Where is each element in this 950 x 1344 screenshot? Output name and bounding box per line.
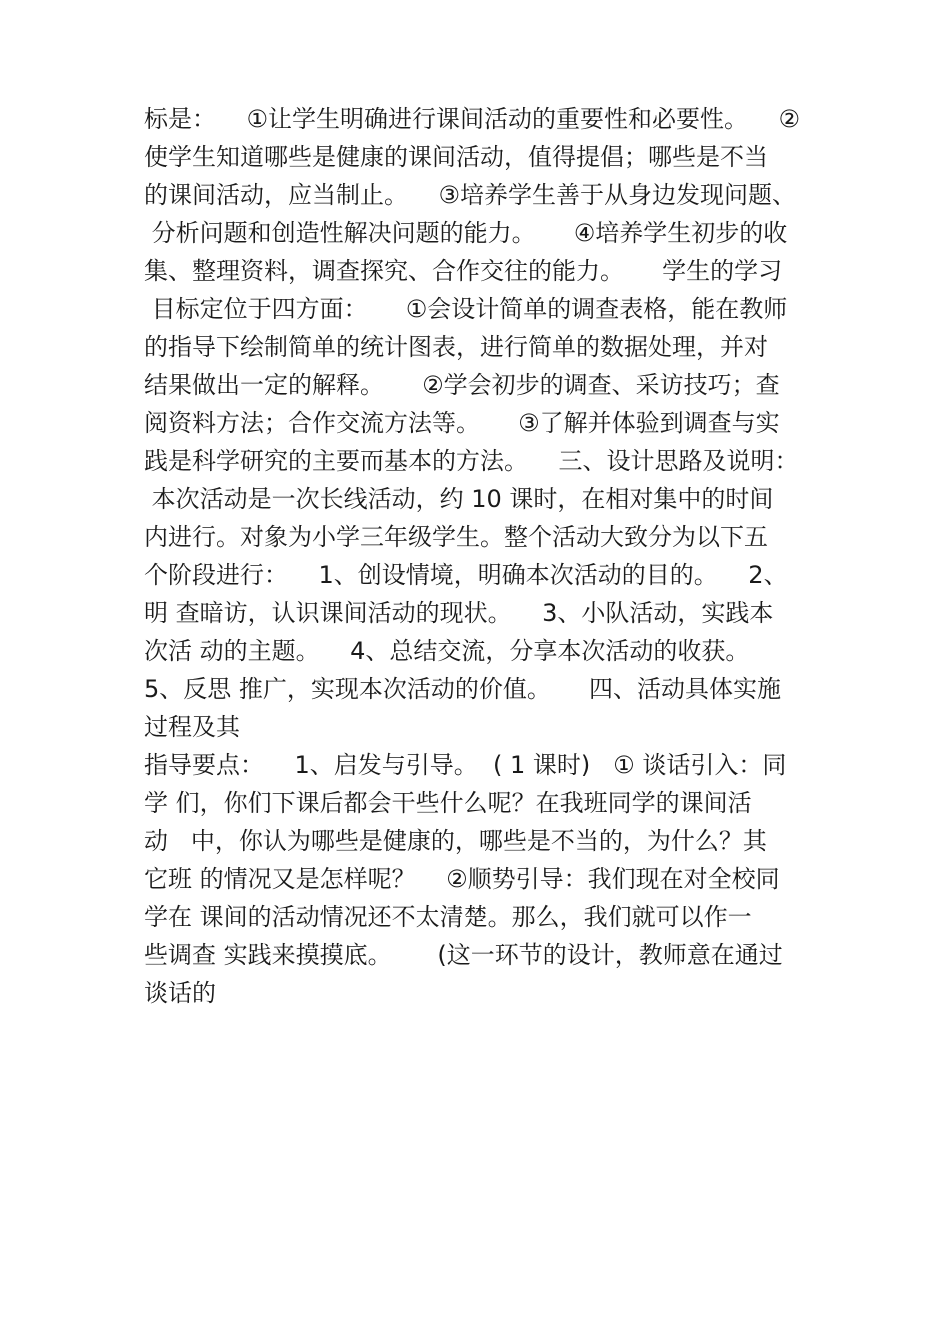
text-line: 践是科学研究的主要而基本的方法。 三、设计思路及说明：: [144, 447, 799, 475]
text-line: 谈话的: [144, 979, 216, 1007]
text-line: 集、整理资料，调查探究、合作交往的能力。 学生的学习: [144, 257, 783, 285]
text-line: 学在 课间的活动情况还不太清楚。那么，我们就可以作一: [144, 903, 752, 931]
text-line: 明 查暗访，认识课间活动的现状。 3、小队活动，实践本: [144, 599, 774, 627]
text-line: 使学生知道哪些是健康的课间活动，值得提倡；哪些是不当: [144, 143, 768, 171]
text-line: 它班 的情况又是怎样呢？ ②顺势引导：我们现在对全校同: [144, 865, 780, 893]
body-text: [144, 100, 814, 1012]
text-line: 个阶段进行： 1、创设情境，明确本次活动的目的。 2、: [144, 561, 788, 589]
text-line: 指导要点： 1、启发与引导。 ( 1 课时) ① 谈话引入：同: [144, 751, 787, 779]
text-line: 些调查 实践来摸摸底。 (这一环节的设计，教师意在通过: [144, 941, 783, 969]
text-line: 内进行。对象为小学三年级学生。整个活动大致分为以下五: [144, 523, 768, 551]
text-line: 动 中，你认为哪些是健康的，哪些是不当的，为什么？其: [144, 827, 767, 855]
text-line: 的课间活动，应当制止。 ③培养学生善于从身边发现问题、: [144, 181, 797, 209]
text-line: 次活 动的主题。 4、总结交流，分享本次活动的收获。: [144, 637, 750, 665]
text-line: 结果做出一定的解释。 ②学会初步的调查、采访技巧；查: [144, 371, 780, 399]
text-line: 标是： ①让学生明确进行课间活动的重要性和必要性。 ②: [144, 105, 801, 133]
text-line: 的指导下绘制简单的统计图表，进行简单的数据处理，并对: [144, 333, 768, 361]
text-line: 阅资料方法；合作交流方法等。 ③了解并体验到调查与实: [144, 409, 780, 437]
text-line: 过程及其: [144, 713, 240, 741]
text-line: 本次活动是一次长线活动，约 10 课时，在相对集中的时间: [144, 485, 774, 513]
text-line: 5、反思 推广，实现本次活动的价值。 四、活动具体实施: [144, 675, 782, 703]
text-line: 目标定位于四方面： ①会设计简单的调查表格，能在教师: [144, 295, 788, 323]
text-line: 分析问题和创造性解决问题的能力。 ④培养学生初步的收: [144, 219, 788, 247]
text-line: 学 们，你们下课后都会干些什么呢？在我班同学的课间活: [144, 789, 752, 817]
